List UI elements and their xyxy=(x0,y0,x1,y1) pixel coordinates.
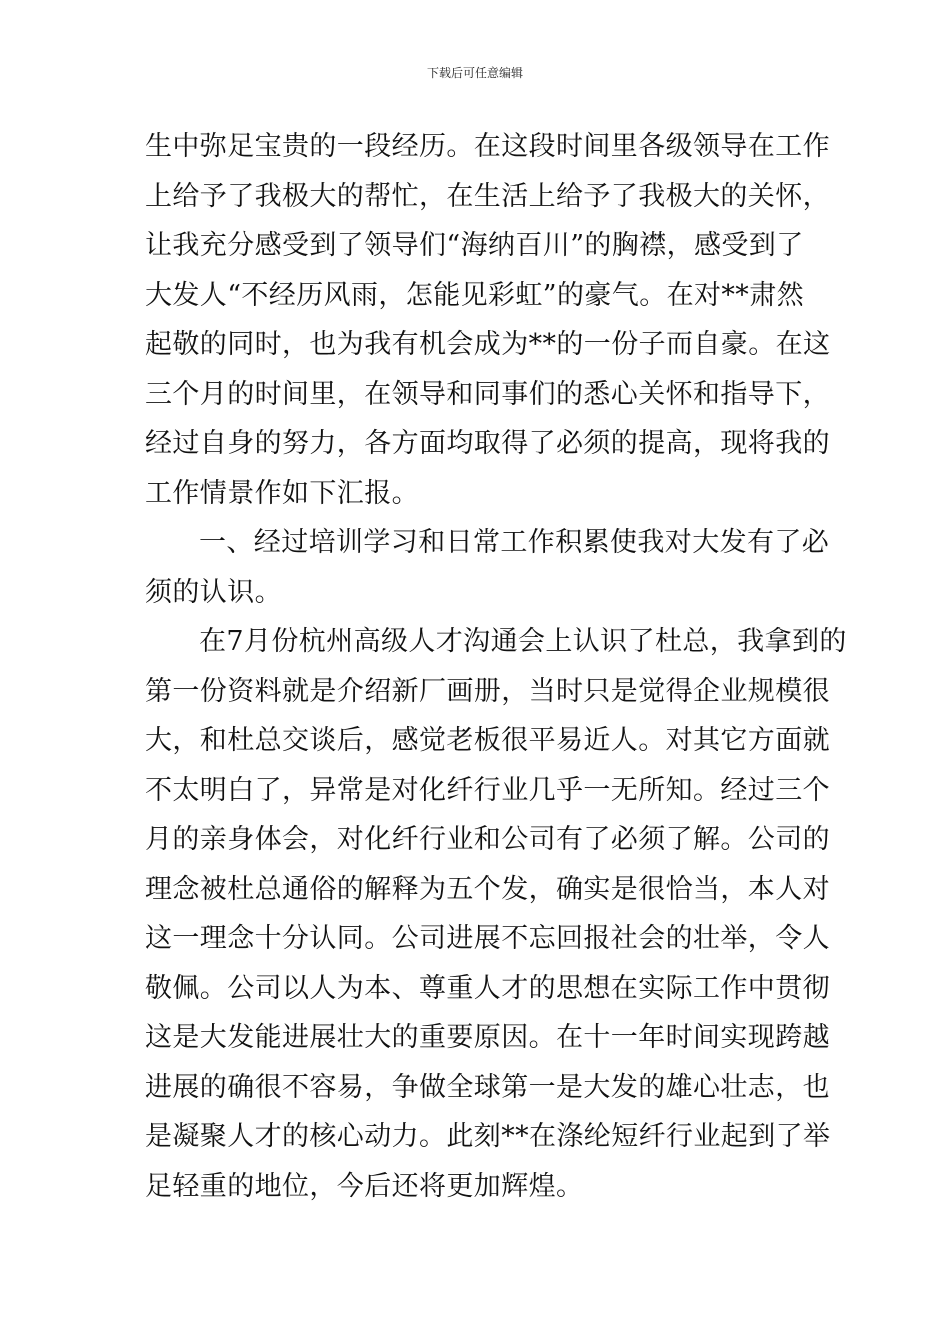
section-heading-line: 一、经过培训学习和日常工作积累使我对大发有了必 xyxy=(199,527,830,558)
text-line: 在7月份杭州高级人才沟通会上认识了杜总，我拿到的 xyxy=(199,626,847,657)
text-line: 经过自身的努力，各方面均取得了必须的提高，现将我的 xyxy=(145,428,830,459)
text-line: 起敬的同时，也为我有机会成为**的一份子而自豪。在这 xyxy=(145,329,831,360)
text-line: 让我充分感受到了领导们“海纳百川”的胸襟，感受到了 xyxy=(145,230,804,261)
text-line: 工作情景作如下汇报。 xyxy=(145,477,419,509)
text-line: 月的亲身体会，对化纤行业和公司有了必须了解。公司的 xyxy=(145,824,830,855)
text-line: 理念被杜总通俗的解释为五个发，确实是很恰当，本人对 xyxy=(145,873,830,905)
text-line: 第一份资料就是介绍新厂画册，当时只是觉得企业规模很 xyxy=(145,675,830,707)
text-line: 不太明白了，异常是对化纤行业几乎一无所知。经过三个 xyxy=(145,774,830,806)
section-heading-line: 须的认识。 xyxy=(145,576,282,608)
download-note: 下载后可任意编辑 xyxy=(426,66,523,80)
text-line: 生中弥足宝贵的一段经历。在这段时间里各级领导在工作 xyxy=(145,131,830,162)
text-line: 上给予了我极大的帮忙，在生活上给予了我极大的关怀， xyxy=(145,180,830,212)
text-line: 敬佩。公司以人为本、尊重人才的思想在实际工作中贯彻 xyxy=(145,972,830,1004)
text-line: 这一理念十分认同。公司进展不忘回报社会的壮举，令人 xyxy=(145,923,830,954)
text-line: 三个月的时间里，在领导和同事们的悉心关怀和指导下， xyxy=(145,378,830,410)
text-line: 这是大发能进展壮大的重要原因。在十一年时间实现跨越 xyxy=(145,1022,830,1053)
text-line: 大，和杜总交谈后，感觉老板很平易近人。对其它方面就 xyxy=(145,725,830,756)
text-line: 是凝聚人才的核心动力。此刻**在涤纶短纤行业起到了举 xyxy=(145,1121,831,1152)
document-body xyxy=(145,122,847,1211)
text-line: 足轻重的地位，今后还将更加辉煌。 xyxy=(145,1170,584,1202)
text-line: 大发人“不经历风雨，怎能见彩虹”的豪气。在对**肃然 xyxy=(145,279,805,311)
text-line: 进展的确很不容易，争做全球第一是大发的雄心壮志，也 xyxy=(145,1071,830,1103)
